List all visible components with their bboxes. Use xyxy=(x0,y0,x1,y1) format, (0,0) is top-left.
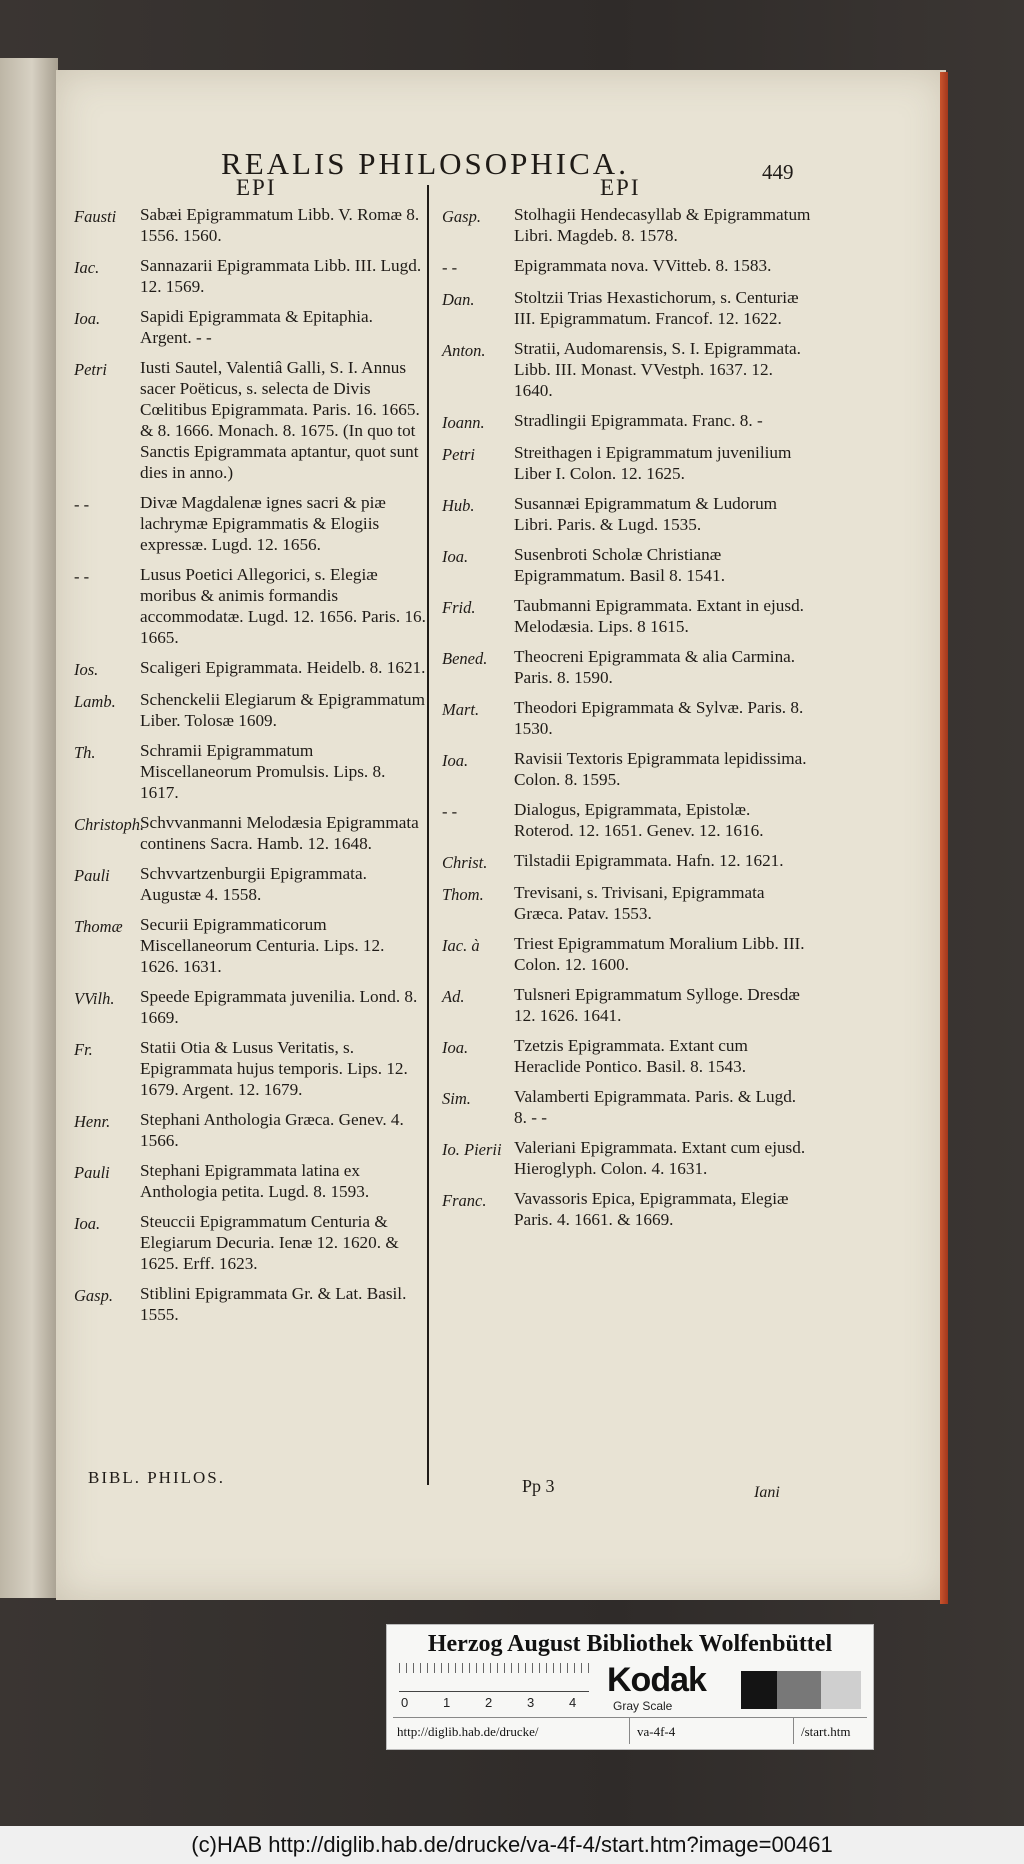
url-base: http://diglib.hab.de/drucke/ xyxy=(397,1724,539,1739)
entry-forename: Mart. xyxy=(442,700,480,719)
entry-forename: Henr. xyxy=(74,1112,111,1131)
column-head-right: EPI xyxy=(600,175,641,200)
bibliography-entry xyxy=(442,544,812,586)
entry-text: Divæ Magdalenæ ignes sacri & piæ lachrymæ Epigrammatis & Elogiis expressæ. Lugd. 12. 1656. xyxy=(140,493,386,554)
entry-text: Trevisani, s. Trivisani, Epigrammata Græca. Patav. 1553. xyxy=(514,883,765,923)
signature-line: BIBL. PHILOS. xyxy=(88,1468,225,1487)
url-divider xyxy=(629,1718,630,1744)
entry-forename: Petri xyxy=(442,445,475,464)
entry-forename: Pauli xyxy=(74,1163,110,1182)
bibliography-entry xyxy=(442,255,812,278)
entry-forename: Christoph. xyxy=(74,815,145,834)
bibliography-entry xyxy=(442,882,812,924)
entry-text: Schvvanmanni Melodæsia Epigrammata continens Sacra. Hamb. 12. 1648. xyxy=(140,813,419,853)
entry-text: Streithagen i Epigrammatum juvenilium Liber I. Colon. 12. 1625. xyxy=(514,443,792,483)
bibliography-entry xyxy=(442,1035,812,1077)
entry-text: Steuccii Epigrammatum Centuria & Elegiarum Decuria. Ienæ 12. 1620. & 1625. Erff. 1623. xyxy=(140,1212,399,1273)
right-column xyxy=(442,204,812,1239)
column-head-left: EPI xyxy=(236,175,277,200)
bibliography-entry xyxy=(442,933,812,975)
entry-forename: Sim. xyxy=(442,1089,471,1108)
entry-forename: Fausti xyxy=(74,207,117,226)
bibliography-entry xyxy=(74,1283,426,1325)
bibliography-entry xyxy=(74,914,426,977)
bibliography-entry xyxy=(74,306,426,348)
page-edge xyxy=(940,72,948,1604)
bibliography-entry xyxy=(442,748,812,790)
entry-text: Securii Epigrammaticorum Miscellaneorum Centuria. Lips. 12. 1626. 1631. xyxy=(140,915,385,976)
entry-forename: Lamb. xyxy=(74,692,116,711)
entry-text: Tulsneri Epigrammatum Sylloge. Dresdæ 12. 1626. 1641. xyxy=(514,985,800,1025)
entry-forename: Ad. xyxy=(442,987,465,1006)
entry-forename: Franc. xyxy=(442,1191,487,1210)
running-head: REALIS PHILOSOPHICA. xyxy=(221,146,629,181)
bibliography-entry xyxy=(74,740,426,803)
entry-forename: - - xyxy=(442,258,458,277)
entry-text: Ravisii Textoris Epigrammata lepidissima. Colon. 8. 1595. xyxy=(514,749,807,789)
entry-forename: Dan. xyxy=(442,290,475,309)
entry-forename: Thomæ xyxy=(74,917,123,936)
bibliography-entry xyxy=(442,204,812,246)
entry-text: Lusus Poetici Allegorici, s. Elegiæ moribus & animis formandis accommodatæ. Lugd. 12. 1656. Paris. 16. 1665. xyxy=(140,565,426,647)
entry-text: Taubmanni Epigrammata. Extant in ejusd. Melodæsia. Lips. 8 1615. xyxy=(514,596,804,636)
bibliography-entry xyxy=(442,984,812,1026)
entry-text: Schramii Epigrammatum Miscellaneorum Promulsis. Lips. 8. 1617. xyxy=(140,741,386,802)
bibliography-entry xyxy=(442,595,812,637)
entry-forename: Io. Pierii xyxy=(442,1140,502,1159)
entry-text: Tilstadii Epigrammata. Hafn. 12. 1621. xyxy=(514,851,784,870)
entry-text: Vavassoris Epica, Epigrammata, Elegiæ Paris. 4. 1661. & 1669. xyxy=(514,1189,789,1229)
gray-patch-dark xyxy=(741,1671,777,1709)
entry-text: Susannæi Epigrammatum & Ludorum Libri. Paris. & Lugd. 1535. xyxy=(514,494,778,534)
entry-forename: Frid. xyxy=(442,598,476,617)
ruler-label: 4 xyxy=(569,1695,577,1710)
entry-text: Statii Otia & Lusus Veritatis, s. Epigrammata hujus temporis. Lips. 12. 1679. Argent. 12. 1679. xyxy=(140,1038,408,1099)
entry-forename: Ioa. xyxy=(442,547,469,566)
entry-forename: - - xyxy=(74,495,90,514)
bibliography-entry xyxy=(74,689,426,731)
entry-text: Speede Epigrammata juvenilia. Lond. 8. 1669. xyxy=(140,987,418,1027)
entry-text: Stiblini Epigrammata Gr. & Lat. Basil. 1555. xyxy=(140,1284,407,1324)
bibliography-entry xyxy=(442,850,812,873)
bibliography-entry xyxy=(442,410,812,433)
entry-forename: Gasp. xyxy=(74,1286,113,1305)
page-number: 449 xyxy=(762,160,794,184)
bibliography-entry xyxy=(74,492,426,555)
bibliography-entry xyxy=(442,493,812,535)
entry-forename: Thom. xyxy=(442,885,484,904)
entry-forename: Iac. à xyxy=(442,936,480,955)
entry-text: Valamberti Epigrammata. Paris. & Lugd. 8. - - xyxy=(514,1087,797,1127)
bibliography-entry xyxy=(442,1086,812,1128)
entry-text: Susenbroti Scholæ Christianæ Epigrammatum. Basil 8. 1541. xyxy=(514,545,726,585)
bibliography-entry xyxy=(442,442,812,484)
bibliography-entry xyxy=(442,338,812,401)
footer-credit: (c)HAB http://diglib.hab.de/drucke/va-4f-4/start.htm?image=00461 xyxy=(0,1826,1024,1864)
ruler-label: 3 xyxy=(527,1695,535,1710)
entry-forename: Th. xyxy=(74,743,96,762)
bibliography-entry xyxy=(74,357,426,483)
entry-forename: Petri xyxy=(74,360,107,379)
entry-text: Theocreni Epigrammata & alia Carmina. Paris. 8. 1590. xyxy=(514,647,796,687)
left-column xyxy=(74,204,426,1334)
entry-text: Dialogus, Epigrammata, Epistolæ. Roterod. 12. 1651. Genev. 12. 1616. xyxy=(514,800,764,840)
bibliography-entry xyxy=(74,657,426,680)
bibliography-entry xyxy=(74,1109,426,1151)
entry-text: Valeriani Epigrammata. Extant cum ejusd. Hieroglyph. Colon. 4. 1631. xyxy=(514,1138,806,1178)
entry-text: Sabæi Epigrammatum Libb. V. Romæ 8. 1556. 1560. xyxy=(140,205,420,245)
entry-forename: Ioa. xyxy=(74,1214,101,1233)
ruler-label: 1 xyxy=(443,1695,451,1710)
ruler-label: 2 xyxy=(485,1695,493,1710)
bibliography-entry xyxy=(74,1211,426,1274)
entry-forename: Gasp. xyxy=(442,207,481,226)
entry-text: Scaligeri Epigrammata. Heidelb. 8. 1621. xyxy=(140,658,426,677)
bibliography-entry xyxy=(74,564,426,648)
entry-forename: Fr. xyxy=(74,1040,93,1059)
left-page-edge xyxy=(0,58,58,1598)
entry-text: Iusti Sautel, Valentiâ Galli, S. I. Annus sacer Poëticus, s. selecta de Divis Cœlitibus Epigrammata. Paris. 16. 1665. & 8. 1666. Monach. 8. 1675. (In quo tot Sanctis Epigrammata aptantur, quot sunt dies in anno.) xyxy=(140,358,420,482)
entry-text: Sapidi Epigrammata & Epitaphia. Argent. - - xyxy=(140,307,373,347)
url-suffix: /start.htm xyxy=(801,1724,851,1739)
gray-patch-light xyxy=(821,1671,861,1709)
gray-scale-label: Gray Scale xyxy=(613,1699,673,1713)
entry-forename: Ioann. xyxy=(442,413,485,432)
entry-text: Stephani Epigrammata latina ex Anthologia petita. Lugd. 8. 1593. xyxy=(140,1161,370,1201)
bibliography-entry xyxy=(442,1188,812,1230)
kodak-logo: Kodak xyxy=(607,1661,706,1699)
entry-text: Schvvartzenburgii Epigrammata. Augustæ 4. 1558. xyxy=(140,864,367,904)
library-card xyxy=(386,1624,874,1750)
entry-text: Epigrammata nova. VVitteb. 8. 1583. xyxy=(514,256,772,275)
entry-forename: Ios. xyxy=(74,660,99,679)
entry-text: Stephani Anthologia Græca. Genev. 4. 1566. xyxy=(140,1110,404,1150)
signature-mark: Pp 3 xyxy=(522,1476,555,1496)
ruler-label: 0 xyxy=(401,1695,409,1710)
catchword: Iani xyxy=(754,1484,780,1501)
entry-text: Triest Epigrammatum Moralium Libb. III. Colon. 12. 1600. xyxy=(514,934,805,974)
bibliography-entry xyxy=(74,1037,426,1100)
bibliography-entry xyxy=(74,986,426,1028)
entry-forename: Christ. xyxy=(442,853,488,872)
entry-text: Stratii, Audomarensis, S. I. Epigrammata. Libb. III. Monast. VVestph. 1637. 12. 1640. xyxy=(514,339,801,400)
bibliography-entry xyxy=(442,799,812,841)
entry-forename: Ioa. xyxy=(442,751,469,770)
entry-text: Sannazarii Epigrammata Libb. III. Lugd. 12. 1569. xyxy=(140,256,422,296)
entry-forename: Ioa. xyxy=(74,309,101,328)
entry-forename: Ioa. xyxy=(442,1038,469,1057)
entry-text: Theodori Epigrammata & Sylvæ. Paris. 8. 1530. xyxy=(514,698,804,738)
entry-text: Stoltzii Trias Hexastichorum, s. Centuriæ III. Epigrammatum. Francof. 12. 1622. xyxy=(514,288,799,328)
url-row xyxy=(393,1717,867,1744)
entry-forename: Bened. xyxy=(442,649,488,668)
entry-forename: VVilh. xyxy=(74,989,115,1008)
entry-text: Stradlingii Epigrammata. Franc. 8. - xyxy=(514,411,763,430)
entry-text: Tzetzis Epigrammata. Extant cum Heraclide Pontico. Basil. 8. 1543. xyxy=(514,1036,748,1076)
url-shelfmark: va-4f-4 xyxy=(637,1724,676,1739)
library-name: Herzog August Bibliothek Wolfenbüttel xyxy=(427,1631,833,1657)
entry-forename: Anton. xyxy=(442,341,486,360)
gray-patch-mid xyxy=(777,1671,821,1709)
bibliography-entry xyxy=(74,812,426,854)
bibliography-entry xyxy=(74,1160,426,1202)
url-divider xyxy=(793,1718,794,1744)
entry-forename: Iac. xyxy=(74,258,100,277)
bibliography-entry xyxy=(442,287,812,329)
measurement-ruler xyxy=(399,1663,589,1692)
entry-forename: Hub. xyxy=(442,496,475,515)
bibliography-entry xyxy=(442,646,812,688)
entry-forename: - - xyxy=(442,802,458,821)
entry-text: Stolhagii Hendecasyllab & Epigrammatum Libri. Magdeb. 8. 1578. xyxy=(514,205,811,245)
entry-text: Schenckelii Elegiarum & Epigrammatum Liber. Tolosæ 1609. xyxy=(140,690,425,730)
bibliography-entry xyxy=(74,255,426,297)
column-rule xyxy=(427,185,429,1485)
bibliography-entry xyxy=(74,863,426,905)
entry-forename: Pauli xyxy=(74,866,110,885)
bibliography-entry xyxy=(442,697,812,739)
bibliography-entry xyxy=(74,204,426,246)
entry-forename: - - xyxy=(74,567,90,586)
bibliography-entry xyxy=(442,1137,812,1179)
